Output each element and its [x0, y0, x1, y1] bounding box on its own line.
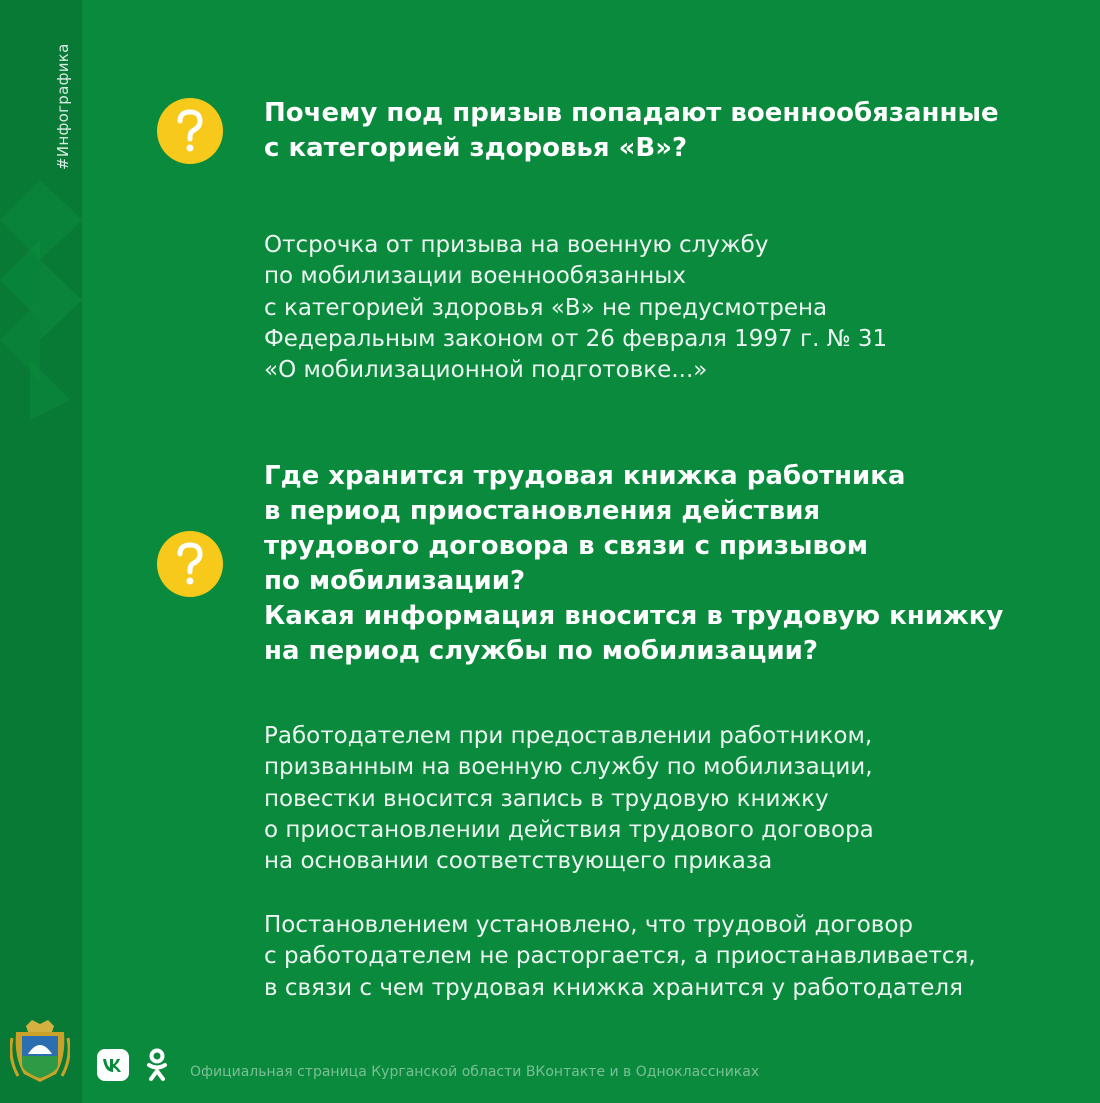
question-line: с категорией здоровья «В»? — [264, 133, 688, 163]
question-line: трудового договора в связи с призывом — [264, 531, 869, 561]
answer-line: с работодателем не расторгается, а приостанавливается, — [264, 943, 976, 970]
answer-line: о приостановлении действия трудового договора — [264, 816, 874, 843]
sidebar — [0, 0, 82, 1103]
answer-paragraph-3 — [264, 910, 1084, 1004]
answer-line: Работодателем при предоставлении работником, — [264, 723, 873, 749]
answer-paragraph-1 — [264, 230, 1084, 386]
question-circle-icon — [157, 531, 223, 597]
answer-line: в связи с чем трудовая книжка хранится у работодателя — [264, 974, 963, 1001]
question-line: Где хранится трудовая книжка работника — [264, 461, 906, 491]
answer-paragraph-2 — [264, 721, 1084, 877]
question-line: в период приостановления действия — [264, 496, 821, 526]
answer-line: с категорией здоровья «В» не предусмотрена — [264, 294, 828, 321]
answer-line: на основании соответствующего приказа — [264, 848, 773, 875]
answer-line: Постановлением установлено, что трудовой договор — [264, 912, 914, 938]
vk-icon[interactable] — [96, 1048, 130, 1082]
hashtag-label: #Инфографика — [54, 43, 72, 170]
question-heading-2 — [264, 459, 1084, 669]
question-line: Почему под призыв попадают военнообязанные — [264, 98, 999, 128]
answer-line: Отсрочка от призыва на военную службу — [264, 232, 769, 258]
footer-text: Официальная страница Курганской области ВКонтакте и в Одноклассниках — [190, 1064, 760, 1080]
question-circle-icon — [157, 98, 223, 164]
question-line: на период службы по мобилизации? — [264, 636, 818, 666]
coat-of-arms-icon — [10, 1018, 70, 1084]
question-heading-1 — [264, 96, 1084, 166]
triangle-pattern — [0, 160, 82, 420]
answer-line: «О мобилизационной подготовке...» — [264, 357, 708, 384]
answer-line: Федеральным законом от 26 февраля 1997 г. № 31 — [264, 325, 888, 352]
odnoklassniki-icon[interactable] — [140, 1048, 174, 1082]
answer-line: по мобилизации военнообязанных — [264, 263, 686, 290]
question-line: Какая информация вносится в трудовую книжку — [264, 601, 1004, 631]
answer-line: повестки вносится запись в трудовую книжку — [264, 785, 829, 812]
answer-line: призванным на военную службу по мобилизации, — [264, 754, 873, 781]
question-line: по мобилизации? — [264, 566, 526, 596]
